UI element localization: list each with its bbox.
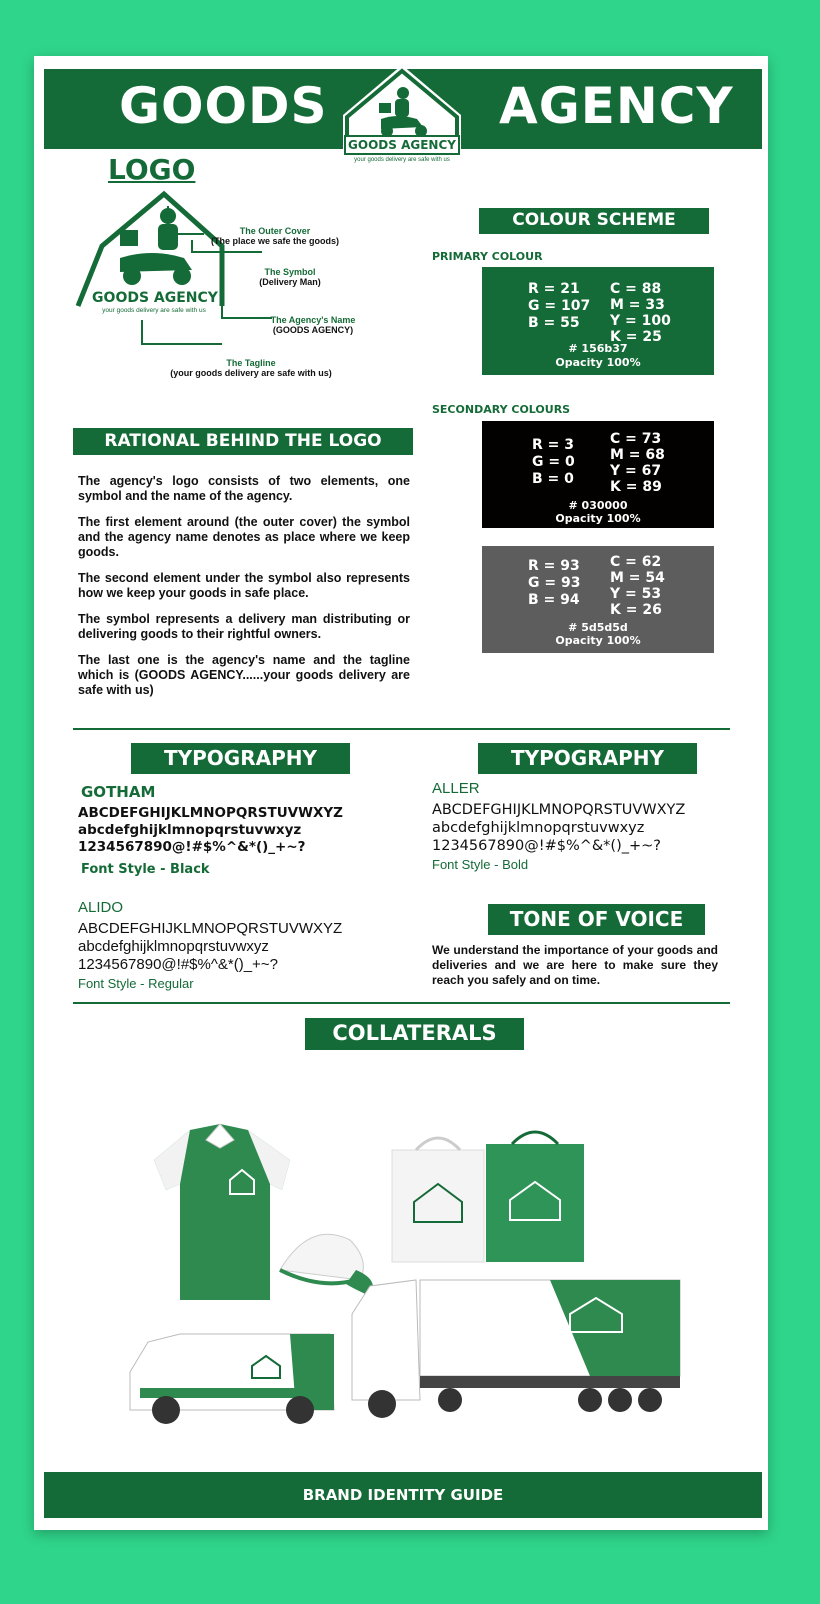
font-upper: ABCDEFGHIJKLMNOPQRSTUVWXYZ [78, 805, 343, 821]
secondary-colours-label: SECONDARY COLOURS [432, 403, 571, 416]
font-lower: abcdefghijklmnopqrstuvwxyz [78, 938, 269, 955]
swatch-hex: # 030000 [568, 499, 628, 512]
rational-paragraph: The last one is the agency's name and the tagline which is (GOODS AGENCY......your goods delivery are safe with us) [78, 653, 410, 697]
font-upper: ABCDEFGHIJKLMNOPQRSTUVWXYZ [432, 802, 686, 818]
font-style: Font Style - Regular [78, 976, 194, 991]
callout-sub: (Delivery Man) [259, 277, 321, 287]
swatch-cmyk [610, 281, 671, 345]
header-right-word: AGENCY [499, 77, 734, 135]
swatch-r: R = 3 [532, 437, 574, 453]
secondary-swatch-black [482, 421, 714, 528]
logo-section-title: LOGO [108, 153, 196, 186]
swatch-hex: # 156b37 [568, 342, 628, 355]
font-upper: ABCDEFGHIJKLMNOPQRSTUVWXYZ [78, 920, 343, 937]
colour-scheme-title: COLOUR SCHEME [479, 208, 709, 234]
cap-mockup [280, 1234, 373, 1296]
swatch-y: Y = 100 [610, 313, 671, 329]
callout-sub: (The place we safe the goods) [210, 236, 340, 246]
swatch-rgb [528, 558, 580, 609]
swatch-cmyk [610, 554, 665, 618]
typography-left-title: TYPOGRAPHY [131, 743, 350, 774]
swatch-opacity: Opacity 100% [555, 634, 641, 647]
font-name: ALLER [432, 780, 480, 797]
swatch-hex: # 5d5d5d [568, 621, 628, 634]
swatch-b: B = 55 [528, 315, 580, 331]
swatch-cmyk [610, 431, 665, 495]
divider [73, 728, 730, 730]
callout-tagline [158, 358, 344, 378]
font-nums: 1234567890@!#$%^&*()_+~? [78, 839, 306, 855]
callout-symbol [240, 267, 340, 287]
font-nums: 1234567890@!#$%^&*()_+~? [78, 956, 278, 973]
shopping-bags-mockup [392, 1132, 584, 1262]
callout-title: The Outer Cover [239, 226, 311, 236]
callout-title: The Symbol [264, 267, 316, 277]
font-lower: abcdefghijklmnopqrstuvwxyz [78, 822, 302, 838]
font-sample-aller [432, 780, 685, 872]
font-sample-gotham [78, 783, 343, 877]
header-logo-name: GOODS AGENCY [348, 138, 456, 152]
callout-outer-cover [190, 226, 360, 246]
swatch-k: K = 26 [610, 602, 662, 618]
swatch-r: R = 21 [528, 281, 580, 297]
swatch-r: R = 93 [528, 558, 580, 574]
swatch-g: G = 107 [528, 298, 591, 314]
header-logo-tagline: your goods delivery are safe with us [354, 157, 450, 163]
font-sample-alido [78, 899, 342, 991]
swatch-y: Y = 67 [610, 463, 662, 479]
callout-agency-name [260, 315, 366, 335]
swatch-k: K = 25 [610, 329, 662, 345]
swatch-m: M = 68 [610, 447, 665, 463]
primary-colour-label: PRIMARY COLOUR [432, 250, 543, 263]
footer-label: BRAND IDENTITY GUIDE [302, 1486, 504, 1504]
font-style: Font Style - Bold [432, 857, 529, 872]
logo-diagram-name: GOODS AGENCY [92, 290, 218, 306]
callout-title: The Tagline [226, 358, 276, 368]
tone-text: We understand the importance of your goods and deliveries and we are here to make sure they reach you safely and on time. [432, 943, 718, 987]
font-name: GOTHAM [81, 783, 156, 801]
swatch-opacity: Opacity 100% [555, 512, 641, 525]
swatch-g: G = 0 [532, 454, 575, 470]
swatch-m: M = 33 [610, 297, 665, 313]
tone-title: TONE OF VOICE [488, 904, 705, 935]
polo-shirt-mockup [154, 1124, 290, 1300]
swatch-b: B = 94 [528, 592, 580, 608]
font-name: ALIDO [78, 899, 124, 916]
callout-sub: (GOODS AGENCY) [272, 325, 354, 335]
swatch-rgb [532, 437, 575, 488]
swatch-g: G = 93 [528, 575, 581, 591]
swatch-k: K = 89 [610, 479, 662, 495]
callout-title: The Agency's Name [270, 315, 356, 325]
swatch-y: Y = 53 [610, 586, 662, 602]
swatch-c: C = 62 [610, 554, 662, 570]
secondary-swatch-grey [482, 546, 714, 653]
truck-mockup [352, 1280, 680, 1418]
typography-right-title: TYPOGRAPHY [478, 743, 697, 774]
header-logo [337, 63, 467, 173]
font-style: Font Style - Black [81, 862, 210, 877]
rational-title: RATIONAL BEHIND THE LOGO [73, 428, 413, 455]
collaterals-mockups [120, 1120, 700, 1430]
swatch-c: C = 88 [610, 281, 662, 297]
divider [73, 1002, 730, 1004]
footer-banner [44, 1472, 762, 1518]
rational-body [78, 474, 410, 709]
swatch-rgb [528, 281, 590, 332]
font-nums: 1234567890@!#$%^&*()_+~? [432, 838, 661, 854]
swatch-m: M = 54 [610, 570, 665, 586]
van-mockup [130, 1334, 334, 1424]
logo-diagram-tagline: your goods delivery are safe with us [102, 307, 206, 314]
font-lower: abcdefghijklmnopqrstuvwxyz [432, 820, 645, 836]
primary-swatch [482, 267, 714, 375]
header-left-word: GOODS [119, 77, 328, 135]
callout-sub: (your goods delivery are safe with us) [170, 368, 332, 378]
swatch-c: C = 73 [610, 431, 662, 447]
rational-paragraph: The first element around (the outer cover) the symbol and the agency name denotes as place where we keep goods. [78, 515, 410, 559]
rational-paragraph: The symbol represents a delivery man distributing or delivering goods to their rightful owners. [78, 612, 410, 641]
rational-paragraph: The agency's logo consists of two elements, one symbol and the name of the agency. [78, 474, 410, 503]
rational-paragraph: The second element under the symbol also represents how we keep your goods in safe place. [78, 571, 410, 600]
swatch-b: B = 0 [532, 471, 574, 487]
swatch-opacity: Opacity 100% [555, 356, 641, 369]
collaterals-title: COLLATERALS [305, 1018, 524, 1050]
